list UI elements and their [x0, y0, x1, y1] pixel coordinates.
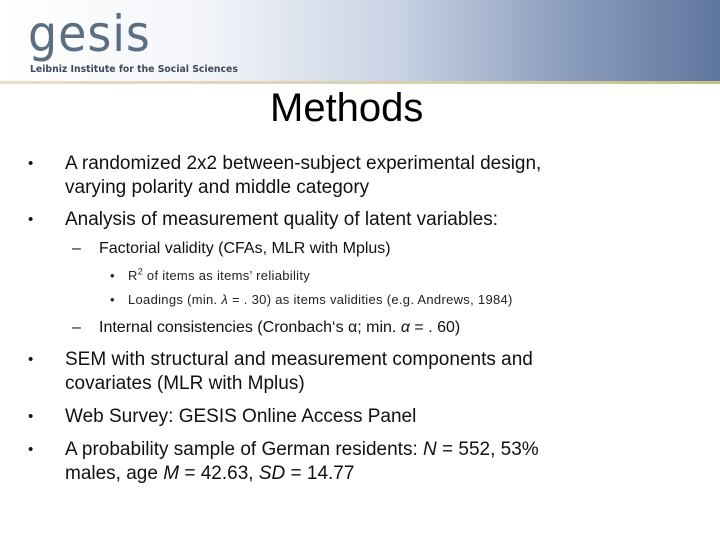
n-symbol: N	[423, 439, 437, 460]
slide-title: Methods	[270, 86, 424, 130]
bullet-text	[65, 438, 539, 462]
sub-sub-bullet-loadings	[110, 292, 513, 308]
sd-symbol: SD	[258, 463, 286, 484]
sub-sub-bullet-marker: •	[110, 268, 115, 283]
bullet-web-survey	[28, 405, 417, 429]
sub-bullet-text: Factorial validity (CFAs, MLR with Mplus)	[99, 240, 391, 257]
sub-sub-text: of items as items’ reliability	[143, 268, 311, 283]
sub-bullet-marker: –	[72, 319, 81, 336]
bullet-sem	[28, 348, 533, 396]
bullet-marker: •	[28, 211, 34, 228]
bullet-design	[28, 152, 542, 200]
bullet-marker: •	[28, 441, 34, 458]
sub-sub-text-b: = . 30) as items validities (e.g. Andrews, 1984)	[228, 292, 513, 307]
sub-bullet-factorial	[72, 239, 391, 259]
bullet-text-e: = 14.77	[285, 463, 355, 484]
gesis-logo	[28, 5, 162, 63]
sub-bullet-consistency	[72, 318, 461, 338]
bullet-text: Analysis of measurement quality of latent variables:	[65, 209, 498, 230]
lambda-symbol: λ	[221, 292, 229, 307]
bullet-marker: •	[28, 351, 34, 368]
bullet-text: SEM with structural and measurement components and	[65, 349, 533, 370]
m-symbol: M	[163, 463, 180, 484]
sub-sub-text-a: Loadings (min.	[128, 292, 222, 307]
bullet-text-continued: covariates (MLR with Mplus)	[65, 373, 305, 394]
sub-bullet-marker: –	[72, 240, 81, 257]
bullet-text-continued	[65, 462, 539, 486]
sub-bullet-text-a: Internal consistencies (Cronbach‘s α; min.	[99, 319, 401, 336]
bullet-text-c: males, age	[65, 463, 164, 484]
sub-sub-bullet-reliability	[110, 266, 311, 284]
bullet-marker: •	[28, 408, 34, 425]
bullet-text-d: = 42.63,	[179, 463, 259, 484]
sub-sub-text-r: R	[128, 268, 138, 283]
bullet-text-a: A probability sample of German residents:	[65, 439, 424, 460]
logo-subtitle: Leibniz Institute for the Social Sciences	[30, 64, 238, 75]
sub-bullet-text-b: = . 60)	[409, 319, 461, 336]
bullet-text-continued: varying polarity and middle category	[65, 177, 370, 198]
bullet-marker: •	[28, 155, 34, 172]
bullet-text: A randomized 2x2 between-subject experimental design,	[65, 153, 542, 174]
bullet-text-b: = 552, 53%	[436, 439, 539, 460]
header-banner	[0, 0, 720, 84]
bullet-sample	[28, 438, 539, 486]
alpha-symbol: α	[400, 319, 410, 336]
bullet-text: Web Survey: GESIS Online Access Panel	[65, 406, 417, 427]
bullet-analysis	[28, 208, 498, 232]
logo-wordmark: gesis	[28, 5, 151, 63]
sub-sub-bullet-marker: •	[110, 292, 115, 307]
sub-sub-text-superscript: 2	[137, 266, 144, 277]
